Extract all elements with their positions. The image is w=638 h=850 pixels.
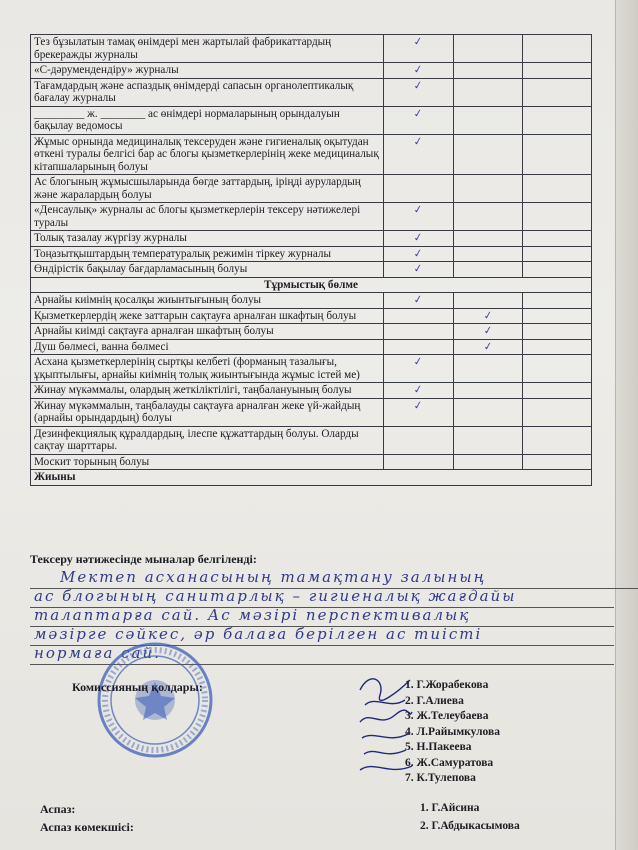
mark-cell <box>522 355 591 383</box>
cook-label: Аспаз: <box>40 802 76 816</box>
mark-cell <box>522 63 591 79</box>
criterion-text: «С-дәрумендендіру» журналы <box>31 63 384 79</box>
criterion-text: Қызметкерлердің жеке заттарын сақтауға арналған шкафтың болуы <box>31 308 384 324</box>
mark-cell <box>522 175 591 203</box>
criterion-text: Жинау мүкәммалы, олардың жеткіліктілігі, таңбалануының болуы <box>31 383 384 399</box>
commission-label: Комиссияның қолдары: <box>72 680 203 694</box>
check-mark-icon: ✓ <box>482 323 494 338</box>
check-mark-icon: ✓ <box>413 62 424 77</box>
criterion-text: «Денсаулық» журналы ас блогы қызметкерлерін тексеру нәтижелері туралы <box>31 203 384 231</box>
mark-cell <box>522 383 591 399</box>
mark-cell <box>384 398 453 426</box>
signatory: 2. Г.Алиева <box>405 694 464 707</box>
cook-name: 1. Г.Айсина <box>420 802 480 814</box>
mark-cell <box>453 35 522 63</box>
check-mark-icon: ✓ <box>413 382 424 397</box>
mark-cell <box>384 293 453 309</box>
total-label: Жиыны <box>31 470 592 486</box>
mark-cell <box>522 262 591 278</box>
mark-cell <box>384 355 453 383</box>
checklist-row <box>31 454 592 470</box>
mark-cell <box>384 203 453 231</box>
criterion-text: Ас блогының жұмысшыларында бөгде заттардың, іріңді аурулардың және жаралардың болуы <box>31 175 384 203</box>
mark-cell <box>522 78 591 106</box>
criterion-text: Толық тазалау жүргізу журналы <box>31 231 384 247</box>
criterion-text: Тез бұзылатын тамақ өнімдері мен жартылай фабрикаттардың брекеражды журналы <box>31 35 384 63</box>
checklist-row <box>31 78 592 106</box>
check-mark-icon: ✓ <box>413 354 424 369</box>
mark-cell <box>453 63 522 79</box>
mark-cell <box>522 134 591 175</box>
section-title: Тұрмыстық бөлме <box>31 277 592 293</box>
criterion-text: Жұмыс орнында медициналық тексеруден және гигиеналық оқытудан өткені туралы белгісі бар ас блогы қызметкерлерінің жеке медициналық кітапшаларының болуы <box>31 134 384 175</box>
mark-cell <box>453 398 522 426</box>
mark-cell <box>384 324 453 340</box>
checklist-row <box>31 355 592 383</box>
mark-cell <box>522 426 591 454</box>
mark-cell <box>522 308 591 324</box>
handwritten-line: нормаға сай. <box>30 644 614 665</box>
mark-cell <box>453 175 522 203</box>
mark-cell <box>453 203 522 231</box>
checklist-row <box>31 106 592 134</box>
criterion-text: Тағамдардың және аспаздық өнімдерді сапасын органолептикалық бағалау журналы <box>31 78 384 106</box>
mark-cell <box>522 398 591 426</box>
criterion-text: Өндірістік бақылау бағдарламасының болуы <box>31 262 384 278</box>
page-edge <box>615 0 638 850</box>
mark-cell <box>453 78 522 106</box>
mark-cell <box>453 106 522 134</box>
handwritten-line: талаптарға сай. Ас мәзірі перспективалық <box>30 606 614 627</box>
mark-cell <box>522 106 591 134</box>
mark-cell <box>453 454 522 470</box>
results-label: Тексеру нәтижесінде мыналар белгіленді: <box>30 552 257 566</box>
mark-cell <box>384 308 453 324</box>
mark-cell <box>453 339 522 355</box>
criterion-text: Дезинфекциялық құралдардың, ілеспе құжаттардың болуы. Оларды сақтау шарттары. <box>31 426 384 454</box>
criterion-text: _________ ж. ________ ас өнімдері нормаларының орындалуын бақылау ведомосы <box>31 106 384 134</box>
signatory: 1. Г.Жорабекова <box>405 679 489 691</box>
mark-cell <box>384 454 453 470</box>
checklist-row <box>31 426 592 454</box>
mark-cell <box>453 355 522 383</box>
mark-cell <box>522 203 591 231</box>
checklist-row <box>31 134 592 175</box>
checklist-row <box>31 324 592 340</box>
signatory: 6. Ж.Самуратова <box>405 756 494 769</box>
check-mark-icon: ✓ <box>413 105 424 121</box>
checklist-row <box>31 246 592 262</box>
signatory: 3. Ж.Телеубаева <box>405 710 489 722</box>
checklist-row <box>31 35 592 63</box>
criterion-text: Арнайы киімнің қосалқы жиынтығының болуы <box>31 293 384 309</box>
mark-cell <box>453 383 522 399</box>
handwritten-line: ас блогының санитарлық – гигиеналық жағдайы <box>30 587 614 608</box>
criterion-text: Душ бөлмесі, ванна бөлмесі <box>31 339 384 355</box>
signatory: 7. К.Тулепова <box>405 772 476 784</box>
assistant-cook-name: 2. Г.Абдыкасымова <box>420 820 520 832</box>
mark-cell <box>384 106 453 134</box>
criterion-text: Жинау мүкәммалын, таңбалауды сақтауға арналған жеке үй-жайдың (арнайы орындардың) болуы <box>31 398 384 426</box>
mark-cell <box>522 246 591 262</box>
check-mark-icon: ✓ <box>413 397 424 413</box>
check-mark-icon: ✓ <box>482 338 494 354</box>
mark-cell <box>384 426 453 454</box>
check-mark-icon: ✓ <box>413 292 424 307</box>
mark-cell <box>384 35 453 63</box>
mark-cell <box>384 78 453 106</box>
criterion-text: Асхана қызметкерлерінің сыртқы келбеті (форманың тазалығы, ұқыптылығы, арнайы киімнің толық жиынтығында жұмыс істей ме) <box>31 355 384 383</box>
handwritten-line: Мектеп асханасының тамақтану залының <box>30 568 638 589</box>
criterion-text: Москит торының болуы <box>31 454 384 470</box>
checklist-row <box>31 175 592 203</box>
signatory-list <box>405 678 500 787</box>
mark-cell <box>384 262 453 278</box>
checklist-row <box>31 339 592 355</box>
assistant-cook-label: Аспаз көмекшісі: <box>40 820 134 834</box>
section-header-row <box>31 277 592 293</box>
mark-cell <box>453 231 522 247</box>
mark-cell <box>522 454 591 470</box>
check-mark-icon: ✓ <box>482 307 494 323</box>
checklist-row <box>31 63 592 79</box>
total-row <box>31 470 592 486</box>
checklist-row <box>31 293 592 309</box>
handwritten-line: мәзірге сәйкес, әр балаға берілген ас тиісті <box>30 625 614 646</box>
mark-cell <box>522 231 591 247</box>
check-mark-icon: ✓ <box>413 202 424 217</box>
checklist-row <box>31 262 592 278</box>
mark-cell <box>522 339 591 355</box>
checklist-row <box>31 203 592 231</box>
check-mark-icon: ✓ <box>413 261 424 276</box>
criterion-text: Арнайы киімді сақтауға арналған шкафтың болуы <box>31 324 384 340</box>
mark-cell <box>522 35 591 63</box>
signatory: 5. Н.Пакеева <box>405 741 472 753</box>
mark-cell <box>384 134 453 175</box>
mark-cell <box>453 134 522 175</box>
check-mark-icon: ✓ <box>413 34 424 49</box>
mark-cell <box>453 246 522 262</box>
checklist-row <box>31 398 592 426</box>
criterion-text: Тоңазытқыштардың температуралық режимін тіркеу журналы <box>31 246 384 262</box>
checklist-table <box>30 34 592 486</box>
check-mark-icon: ✓ <box>413 245 424 261</box>
mark-cell <box>453 426 522 454</box>
checklist-row <box>31 383 592 399</box>
check-mark-icon: ✓ <box>413 133 424 149</box>
mark-cell <box>522 293 591 309</box>
check-mark-icon: ✓ <box>413 77 424 93</box>
mark-cell <box>384 175 453 203</box>
mark-cell <box>453 262 522 278</box>
checklist-row <box>31 231 592 247</box>
official-seal <box>95 640 215 760</box>
check-mark-icon: ✓ <box>413 230 424 245</box>
signatory: 4. Л.Райымкулова <box>405 725 500 738</box>
mark-cell <box>522 324 591 340</box>
